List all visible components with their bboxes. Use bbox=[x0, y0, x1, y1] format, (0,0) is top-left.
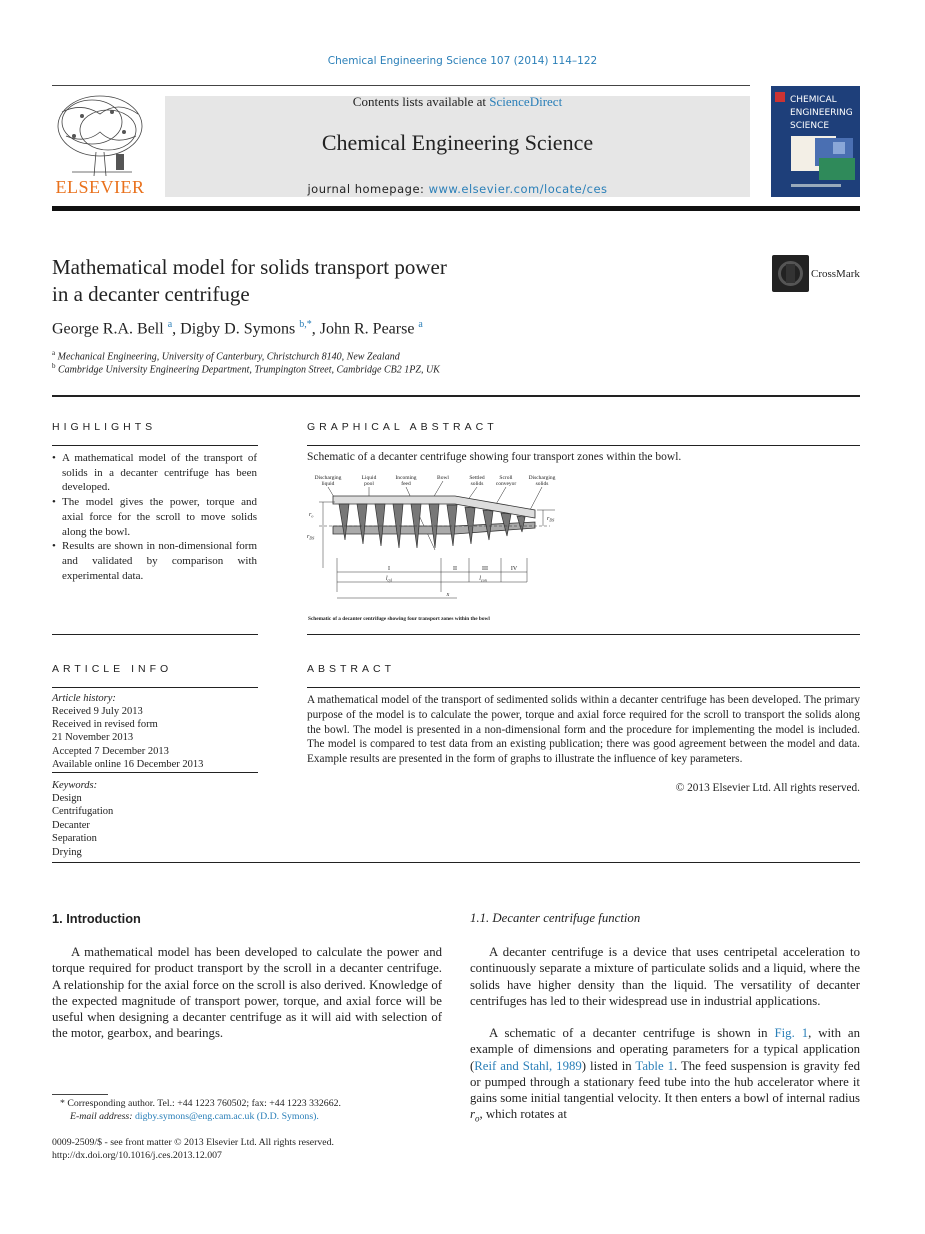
abstract-copyright: © 2013 Elsevier Ltd. All rights reserved. bbox=[675, 782, 860, 794]
reference-link[interactable]: Reif and Stahl, 1989 bbox=[474, 1058, 582, 1073]
history-item: Available online 16 December 2013 bbox=[52, 759, 204, 770]
keyword: Separation bbox=[52, 833, 97, 844]
elsevier-tree-logo bbox=[52, 92, 148, 178]
label-rds: r bbox=[307, 534, 310, 540]
author-sep: , bbox=[172, 320, 181, 338]
keyword: Decanter bbox=[52, 820, 90, 831]
intro-heading: 1. Introduction bbox=[52, 911, 141, 926]
label-discharging-liquid-2: liquid bbox=[321, 481, 335, 487]
author-sep: , bbox=[311, 320, 320, 338]
figure-caption: Schematic of a decanter centrifuge showing four transport zones within the bowl bbox=[308, 616, 490, 622]
label-discharging-solids-1: Discharging bbox=[528, 475, 556, 481]
email-label: E-mail address: bbox=[70, 1111, 135, 1122]
graphical-abstract-caption: Schematic of a decanter centrifuge showing four transport zones within the bowl. bbox=[307, 451, 682, 463]
svg-text:lcon bbox=[479, 576, 486, 583]
keywords-label: Keywords: bbox=[52, 780, 98, 791]
history-item: Accepted 7 December 2013 bbox=[52, 746, 169, 757]
intro-paragraph: A mathematical model has been developed to calculate the power and torque required for product transport by the scroll in a decanter centrifuge. A relationship for the axial force on the scroll is also derived. Knowledge of the expected magnitude of transport power, torque, and axial force will be useful when designing a decanter centrifuge as it will aid with selection of the motor, gearbox, and bearings. bbox=[52, 945, 442, 1041]
highlights-rule bbox=[52, 445, 258, 446]
label-scroll-conveyor-1: Scroll bbox=[499, 475, 513, 481]
label-rds-right: r bbox=[547, 516, 550, 522]
label-settled-solids-2: solids bbox=[470, 481, 484, 487]
subsection-heading: 1.1. Decanter centrifuge function bbox=[470, 911, 641, 925]
author-3-affil[interactable]: a bbox=[418, 319, 423, 330]
doi-link[interactable]: http://dx.doi.org/10.1016/j.ces.2013.12.007 bbox=[52, 1150, 222, 1161]
label-lcon-sub: con bbox=[480, 577, 487, 583]
section-divider bbox=[52, 395, 860, 397]
affil-text: Mechanical Engineering, University of Canterbury, Christchurch 8140, New Zealand bbox=[57, 351, 400, 363]
author-list bbox=[52, 319, 423, 338]
label-ro-sub: o bbox=[311, 513, 314, 519]
keyword: Drying bbox=[52, 847, 82, 858]
highlights-bottom-rule bbox=[52, 634, 258, 635]
symbol-r: r bbox=[470, 1107, 475, 1122]
svg-text:ro bbox=[309, 512, 313, 519]
abstract-rule bbox=[307, 687, 860, 688]
article-info-heading: ARTICLE INFO bbox=[52, 663, 173, 675]
label-liquid-pool-2: pool bbox=[364, 481, 374, 487]
p2-text: ) listed in bbox=[581, 1058, 636, 1073]
front-matter-bottom-rule bbox=[52, 862, 860, 863]
author-2-affil[interactable]: b,* bbox=[299, 319, 312, 330]
author-2[interactable]: Digby D. Symons bbox=[180, 320, 296, 338]
label-discharging-solids-2: solids bbox=[535, 481, 549, 487]
label-discharging-liquid-1: Discharging bbox=[314, 475, 342, 481]
label-incoming-feed-2: feed bbox=[401, 481, 411, 487]
label-bowl: Bowl bbox=[437, 475, 449, 481]
abstract-text: A mathematical model of the transport of sedimented solids within a decanter centrifuge has been developed. The primary purpose of the model is to calculate the power, torque and axial force required for the scroll to transport the solids along the bowl. The model is presented in a non-dimensional form and the procedure for implementing the model is included. The model is compared to test data from an existing publication; there was good agreement between the model and data. Example results are presented in the form of graphs to illustrate the influence of key parameters. bbox=[307, 694, 860, 766]
email-suffix: (D.D. Symons). bbox=[254, 1111, 319, 1122]
affil-mark: b bbox=[52, 362, 56, 370]
history-item: Received 9 July 2013 bbox=[52, 706, 143, 717]
label-rds-right-sub: DS bbox=[549, 517, 555, 523]
highlight-item: • A mathematical model of the transport of solids in a decanter centrifuge has been developed. bbox=[52, 451, 257, 495]
label-x: x bbox=[446, 592, 450, 598]
affil-mark: a bbox=[52, 349, 56, 357]
subsection-paragraph-1: A decanter centrifuge is a device that uses centripetal acceleration to continuously separate a mixture of particulate solids and a liquid, where the solids have higher density than the liquid. The versatility of decanter centrifuges has led to their widespread use in industrial applications. bbox=[470, 945, 860, 1008]
symbol-r-sub: o bbox=[474, 1114, 480, 1125]
highlight-item: • The model gives the power, torque and axial force for the scroll to move solids along the bowl. bbox=[52, 495, 257, 539]
svg-text:lcyl bbox=[386, 576, 393, 583]
subsection-paragraph-2 bbox=[470, 1025, 860, 1127]
homepage-prefix: journal homepage: bbox=[307, 182, 429, 196]
label-scroll-conveyor-2: conveyor bbox=[495, 481, 517, 487]
label-rds-sub: DS bbox=[309, 535, 315, 541]
affil-text: Cambridge University Engineering Department, Trumpington Street, Cambridge CB2 1PZ, UK bbox=[58, 364, 440, 376]
publisher-logo-text: ELSEVIER bbox=[55, 177, 145, 197]
email-link[interactable]: digby.symons@eng.cam.ac.uk bbox=[134, 1111, 255, 1122]
label-ro: r bbox=[309, 512, 312, 518]
zone-IV: IV bbox=[510, 566, 518, 572]
label-liquid-pool-1: Liquid bbox=[361, 475, 377, 481]
corresponding-author-note: * Corresponding author. Tel.: +44 1223 760502; fax: +44 1223 332662. bbox=[60, 1098, 341, 1109]
highlights-list bbox=[52, 451, 257, 583]
label-lcon: l bbox=[479, 576, 481, 582]
header-thick-rule bbox=[52, 206, 860, 211]
affiliation-b bbox=[52, 362, 440, 375]
email-note bbox=[70, 1111, 319, 1122]
sciencedirect-link[interactable]: ScienceDirect bbox=[489, 94, 563, 109]
graphical-abstract-rule bbox=[307, 445, 860, 446]
label-lcyl-sub: cyl bbox=[387, 577, 393, 583]
contents-prefix: Contents lists available at bbox=[352, 94, 490, 109]
svg-text:rDS bbox=[307, 534, 314, 541]
history-item: 21 November 2013 bbox=[52, 732, 134, 743]
decanter-schematic-figure[interactable] bbox=[305, 470, 575, 625]
crossmark-label[interactable]: CrossMark bbox=[811, 268, 860, 280]
table-1-link[interactable]: Table 1 bbox=[635, 1058, 675, 1073]
p2-text: , with an example of dimensions and operating parameters for a typical application ( bbox=[470, 1026, 860, 1073]
crossmark-icon[interactable] bbox=[772, 255, 809, 292]
svg-text:rDS bbox=[547, 516, 554, 523]
affiliation-a bbox=[52, 349, 400, 362]
abstract-heading: ABSTRACT bbox=[307, 663, 396, 675]
graphical-abstract-bottom-rule bbox=[307, 634, 860, 635]
homepage-link[interactable]: www.elsevier.com/locate/ces bbox=[428, 182, 608, 196]
figure-1-link[interactable]: Fig. 1 bbox=[774, 1026, 809, 1040]
highlight-item: • Results are shown in non-dimensional form and validated by comparison with experimental data. bbox=[52, 539, 257, 583]
journal-title: Chemical Engineering Science bbox=[321, 130, 594, 155]
keyword: Design bbox=[52, 793, 82, 804]
p2-text: A schematic of a decanter centrifuge is shown in bbox=[489, 1026, 775, 1040]
keyword: Centrifugation bbox=[52, 806, 114, 817]
article-title bbox=[52, 254, 652, 308]
graphical-abstract-heading: GRAPHICAL ABSTRACT bbox=[307, 421, 498, 433]
highlights-heading: HIGHLIGHTS bbox=[52, 421, 157, 433]
history-item: Received in revised form bbox=[52, 719, 158, 730]
header-rule bbox=[52, 85, 750, 86]
author-1[interactable]: George R.A. Bell bbox=[52, 320, 164, 338]
issn-line: 0009-2509/$ - see front matter © 2013 Elsevier Ltd. All rights reserved. bbox=[52, 1137, 334, 1148]
zone-II: II bbox=[453, 566, 457, 572]
history-label: Article history: bbox=[52, 693, 116, 704]
journal-citation[interactable]: Chemical Engineering Science 107 (2014) 114–122 bbox=[327, 55, 598, 67]
label-lcyl: l bbox=[385, 576, 388, 582]
footnote-rule bbox=[52, 1094, 108, 1095]
p2-text: . The feed suspension is gravity fed or pumped through a stationary feed tube into the hub accelerator where it gains some initial tangential velocity. It then enters a bowl of internal radius bbox=[470, 1058, 860, 1106]
title-line-1: Mathematical model for solids transport power bbox=[52, 255, 447, 279]
title-line-2: in a decanter centrifuge bbox=[52, 282, 250, 306]
label-incoming-feed-1: Incoming bbox=[395, 475, 417, 481]
contents-line bbox=[165, 94, 750, 110]
cover-title: CHEMICAL ENGINEERING SCIENCE bbox=[790, 95, 853, 131]
p2-text: , which rotates at bbox=[479, 1107, 567, 1122]
zone-I: I bbox=[388, 566, 390, 572]
article-info-rule bbox=[52, 687, 258, 688]
author-1-affil[interactable]: a bbox=[167, 319, 173, 330]
zone-III: III bbox=[482, 566, 488, 572]
label-settled-solids-1: Settled bbox=[469, 475, 485, 481]
journal-homepage bbox=[165, 182, 750, 196]
author-3[interactable]: John R. Pearse bbox=[319, 320, 415, 338]
history-rule bbox=[52, 772, 258, 773]
